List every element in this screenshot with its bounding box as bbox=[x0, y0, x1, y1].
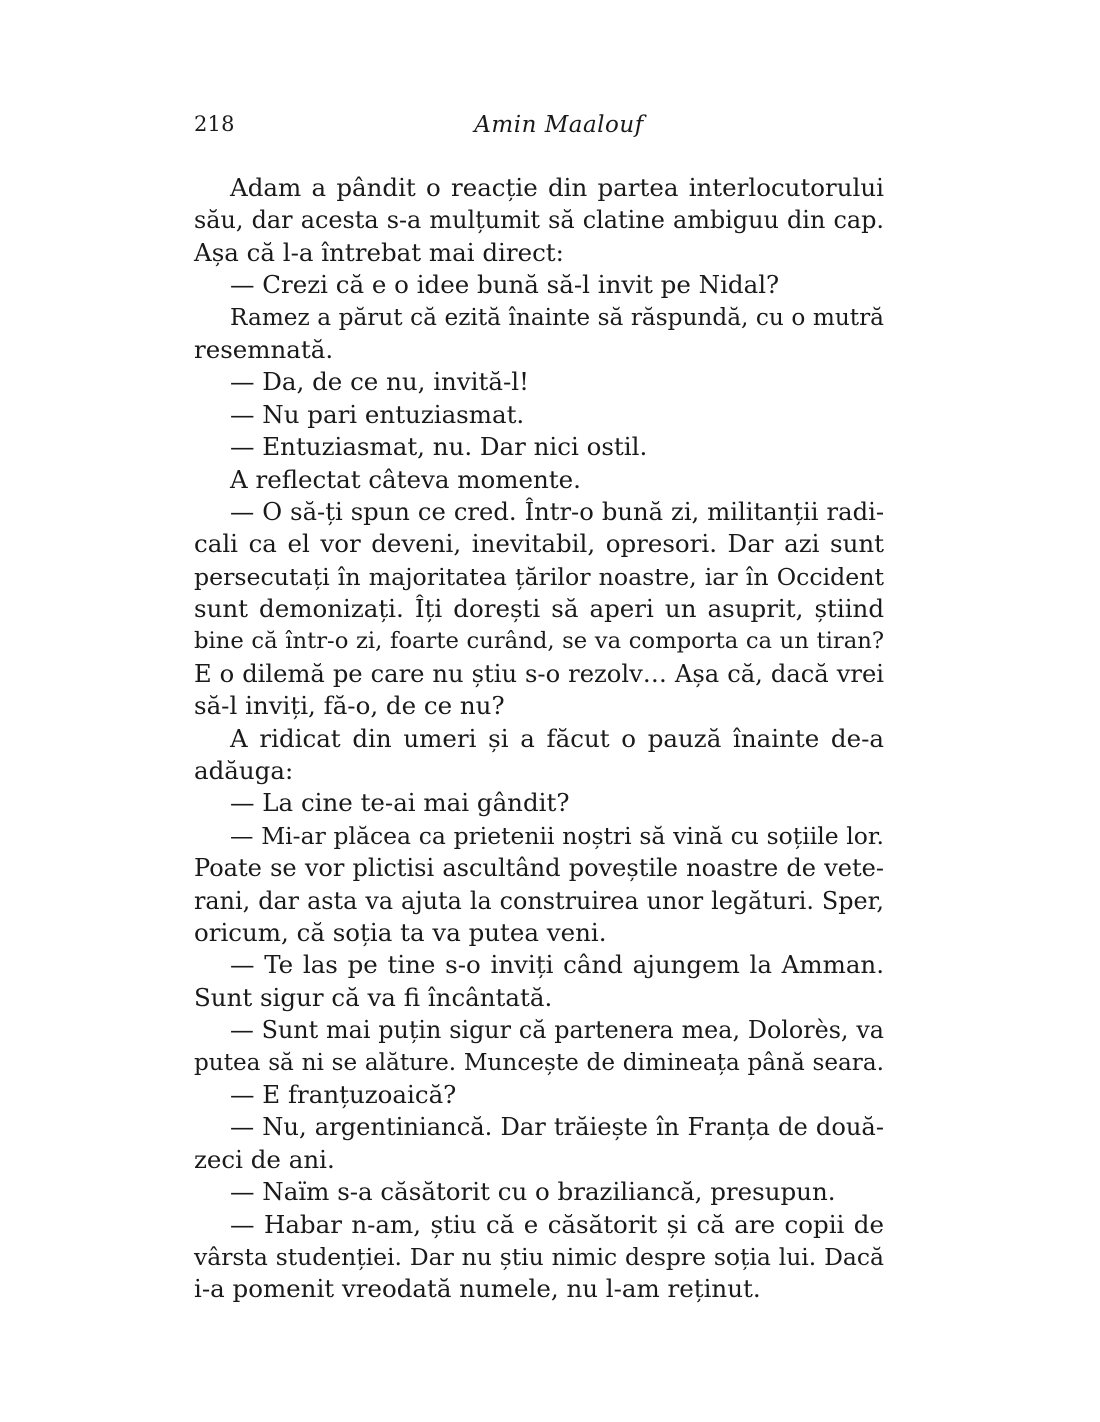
text-line: Sunt sigur că va fi încântată. bbox=[194, 982, 553, 1012]
text-line: i-a pomenit vreodată numele, nu l-am reținut. bbox=[194, 1274, 761, 1304]
text-line: — Te las pe tine s-o inviți când ajungem la Amman. bbox=[230, 950, 884, 980]
text-line: — Nu, argentiniancă. Dar trăiește în Franța de două- bbox=[230, 1113, 884, 1142]
text-line: său, dar acesta s-a mulțumit să clatine ambiguu din cap. bbox=[194, 206, 884, 235]
text-line: — Sunt mai puțin sigur că partenera mea, Dolorès, va bbox=[230, 1016, 884, 1045]
text-line: E o dilemă pe care nu știu s-o rezolv… Așa că, dacă vrei bbox=[194, 659, 884, 688]
text-line: — Entuziasmat, nu. Dar nici ostil. bbox=[230, 432, 648, 462]
text-line: — Da, de ce nu, invită-l! bbox=[230, 367, 529, 397]
text-line: — Habar n-am, știu că e căsătorit și că are copii de bbox=[230, 1209, 884, 1239]
text-line: Ramez a părut că ezită înainte să răspundă, cu o mutră bbox=[230, 303, 884, 331]
text-line: zeci de ani. bbox=[194, 1144, 335, 1174]
text-line: rani, dar asta va ajuta la construirea unor legături. Sper, bbox=[194, 886, 884, 915]
text-line: bine că într-o zi, foarte curând, se va comporta ca un tiran? bbox=[194, 628, 884, 655]
body-text bbox=[194, 172, 884, 1306]
text-line: Adam a pândit o reacție din partea interlocutorului bbox=[230, 173, 884, 202]
text-line: A reflectat câteva momente. bbox=[230, 464, 581, 494]
text-line: adăuga: bbox=[194, 756, 294, 786]
text-line: — E franțuzoaică? bbox=[230, 1079, 457, 1109]
text-line: — Mi-ar plăcea ca prietenii noștri să vină cu soțiile lor. bbox=[230, 821, 884, 850]
page-header bbox=[194, 112, 884, 142]
text-line: vârsta studenției. Dar nu știu nimic despre soția lui. Dacă bbox=[194, 1242, 884, 1271]
text-line: — Nu pari entuziasmat. bbox=[230, 399, 525, 429]
text-line: sunt demonizați. Îți dorești să aperi un asuprit, știind bbox=[194, 594, 884, 624]
page-number: 218 bbox=[194, 112, 235, 136]
text-line: cali ca el vor deveni, inevitabil, opresori. Dar azi sunt bbox=[194, 529, 884, 559]
text-line: putea să ni se alăture. Muncește de dimineața până seara. bbox=[194, 1049, 884, 1076]
text-line: — La cine te-ai mai gândit? bbox=[230, 788, 570, 818]
text-line: persecutați în majoritatea țărilor noastre, iar în Occident bbox=[194, 562, 884, 591]
text-line: resemnată. bbox=[194, 334, 334, 364]
text-line: A ridicat din umeri și a făcut o pauză înainte de-a bbox=[230, 723, 884, 753]
text-line: — Crezi că e o idee bună să-l invit pe Nidal? bbox=[230, 270, 780, 300]
text-line: Așa că l-a întrebat mai direct: bbox=[194, 237, 564, 267]
text-line: Poate se vor plictisi ascultând poveștile noastre de vete- bbox=[194, 854, 884, 883]
text-line: — O să-ți spun ce cred. Într-o bună zi, militanții radi- bbox=[230, 497, 884, 526]
text-line: oricum, că soția ta va putea veni. bbox=[194, 917, 607, 947]
text-line: — Naïm s-a căsătorit cu o braziliancă, presupun. bbox=[230, 1177, 836, 1207]
text-line: să-l inviți, fă-o, de ce nu? bbox=[194, 691, 505, 721]
running-head: Amin Maalouf bbox=[474, 112, 644, 138]
